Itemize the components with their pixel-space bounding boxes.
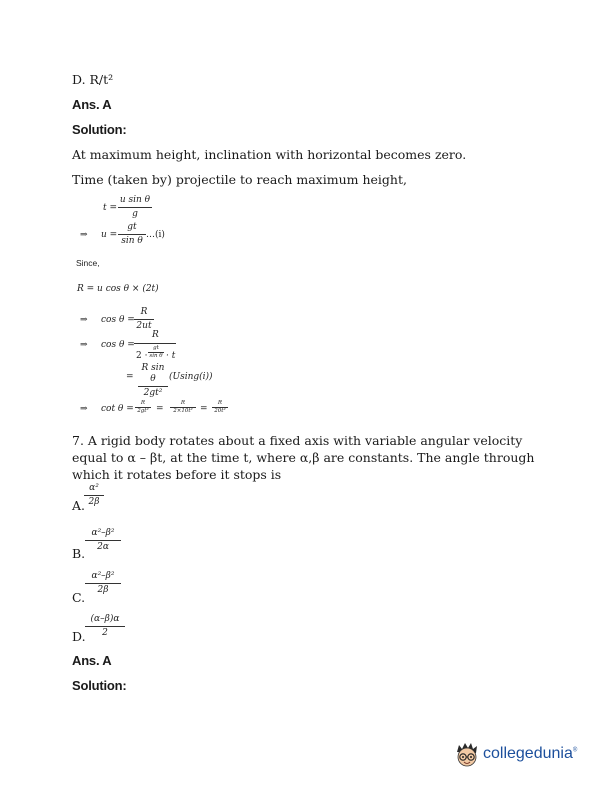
eq7-fraction-1	[135, 400, 151, 415]
arrow-icon: ⇒	[80, 340, 88, 350]
eq6-tail: (Using(i))	[169, 372, 213, 382]
arrow-icon: ⇒	[80, 230, 88, 240]
eq5-bar	[134, 343, 176, 344]
eq7-fraction-3	[212, 400, 228, 415]
logo-registered: ®	[572, 747, 578, 754]
eq6-num: R sin θ	[141, 363, 165, 384]
eq7-fraction-2	[170, 400, 196, 415]
eq2-tail: …(i)	[146, 230, 165, 240]
prev-solution-label: Solution:	[72, 122, 127, 137]
option-b-num: α²–β²	[91, 528, 115, 538]
option-c-label: C.	[72, 590, 86, 605]
eq7-f1-den: 2gt²	[137, 408, 149, 414]
eq5-lhs: cos θ =	[101, 340, 135, 350]
option-b-den: 2α	[97, 542, 109, 552]
eq6-fraction	[138, 363, 168, 399]
eq1-lhs: t =	[103, 203, 118, 213]
option-d-label: D.	[72, 629, 86, 644]
option-a-fraction	[84, 483, 104, 508]
option-b-fraction	[85, 528, 121, 553]
since-label: Since,	[76, 258, 100, 268]
eq5-inner-den: sin θ	[149, 353, 163, 359]
option-d-den: 2	[102, 628, 108, 638]
arrow-icon: ⇒	[80, 315, 88, 325]
option-a-label: A.	[72, 498, 86, 513]
option-d-fraction	[85, 614, 125, 639]
eq5-inner-num: gt	[153, 345, 159, 351]
eq1-num: u sin θ	[119, 195, 151, 205]
eq2-lhs: u =	[101, 230, 118, 240]
eq5-num: R	[152, 330, 159, 340]
mascot-icon	[452, 740, 482, 770]
option-c-num: α²–β²	[91, 571, 115, 581]
option-a-den: 2β	[88, 497, 100, 507]
answer: Ans. A	[72, 653, 112, 668]
eq4-lhs: cos θ =	[101, 315, 135, 325]
eq7-f3-num: R	[217, 400, 223, 406]
eq1-fraction	[118, 195, 152, 220]
prev-option-d: D. R/t²	[72, 72, 114, 87]
solution-label: Solution:	[72, 678, 127, 693]
eq7-equals-2: =	[200, 404, 208, 414]
option-b-label: B.	[72, 546, 86, 561]
eq4-num: R	[140, 307, 148, 317]
question-7: 7. A rigid body rotates about a fixed axis with variable angular velocity equal to α – βt, at the time t, where α,β are constants. The angle through which it rotates before it stops is	[72, 433, 535, 482]
option-c-fraction	[85, 571, 121, 596]
eq5-den-pre: 2 ·	[136, 351, 148, 361]
eq7-f2-den: 2×10t²	[173, 408, 193, 414]
eq7-f3-den: 20t²	[214, 408, 226, 414]
logo-word: collegedunia	[483, 745, 573, 762]
eq7-f2-num: R	[180, 400, 186, 406]
eq7-equals-1: =	[156, 404, 164, 414]
equation-3: R = u cos θ × (2t)	[77, 284, 159, 294]
arrow-icon: ⇒	[80, 404, 88, 414]
eq2-num: gt	[127, 222, 137, 232]
eq2-fraction	[118, 222, 146, 247]
eq5-den-post: · t	[166, 351, 176, 361]
eq6-den: 2gt²	[143, 388, 163, 398]
eq7-f1-num: R	[140, 400, 146, 406]
prev-answer: Ans. A	[72, 97, 112, 112]
solution-line-1: At maximum height, inclination with horizontal becomes zero.	[72, 147, 467, 162]
solution-line-2: Time (taken by) projectile to reach maximum height,	[72, 172, 407, 187]
option-a-num: α²	[89, 483, 99, 493]
eq7-lhs: cot θ =	[101, 404, 134, 414]
eq2-den: sin θ	[121, 236, 143, 246]
logo-text	[483, 745, 577, 763]
eq4-den: 2ut	[136, 321, 152, 331]
eq6-lhs: =	[126, 372, 134, 382]
eq1-den: g	[132, 209, 138, 219]
eq5-inner-fraction	[148, 345, 164, 360]
option-c-den: 2β	[97, 585, 109, 595]
eq4-fraction	[134, 307, 154, 332]
option-d-num: (α–β)α	[90, 614, 120, 624]
